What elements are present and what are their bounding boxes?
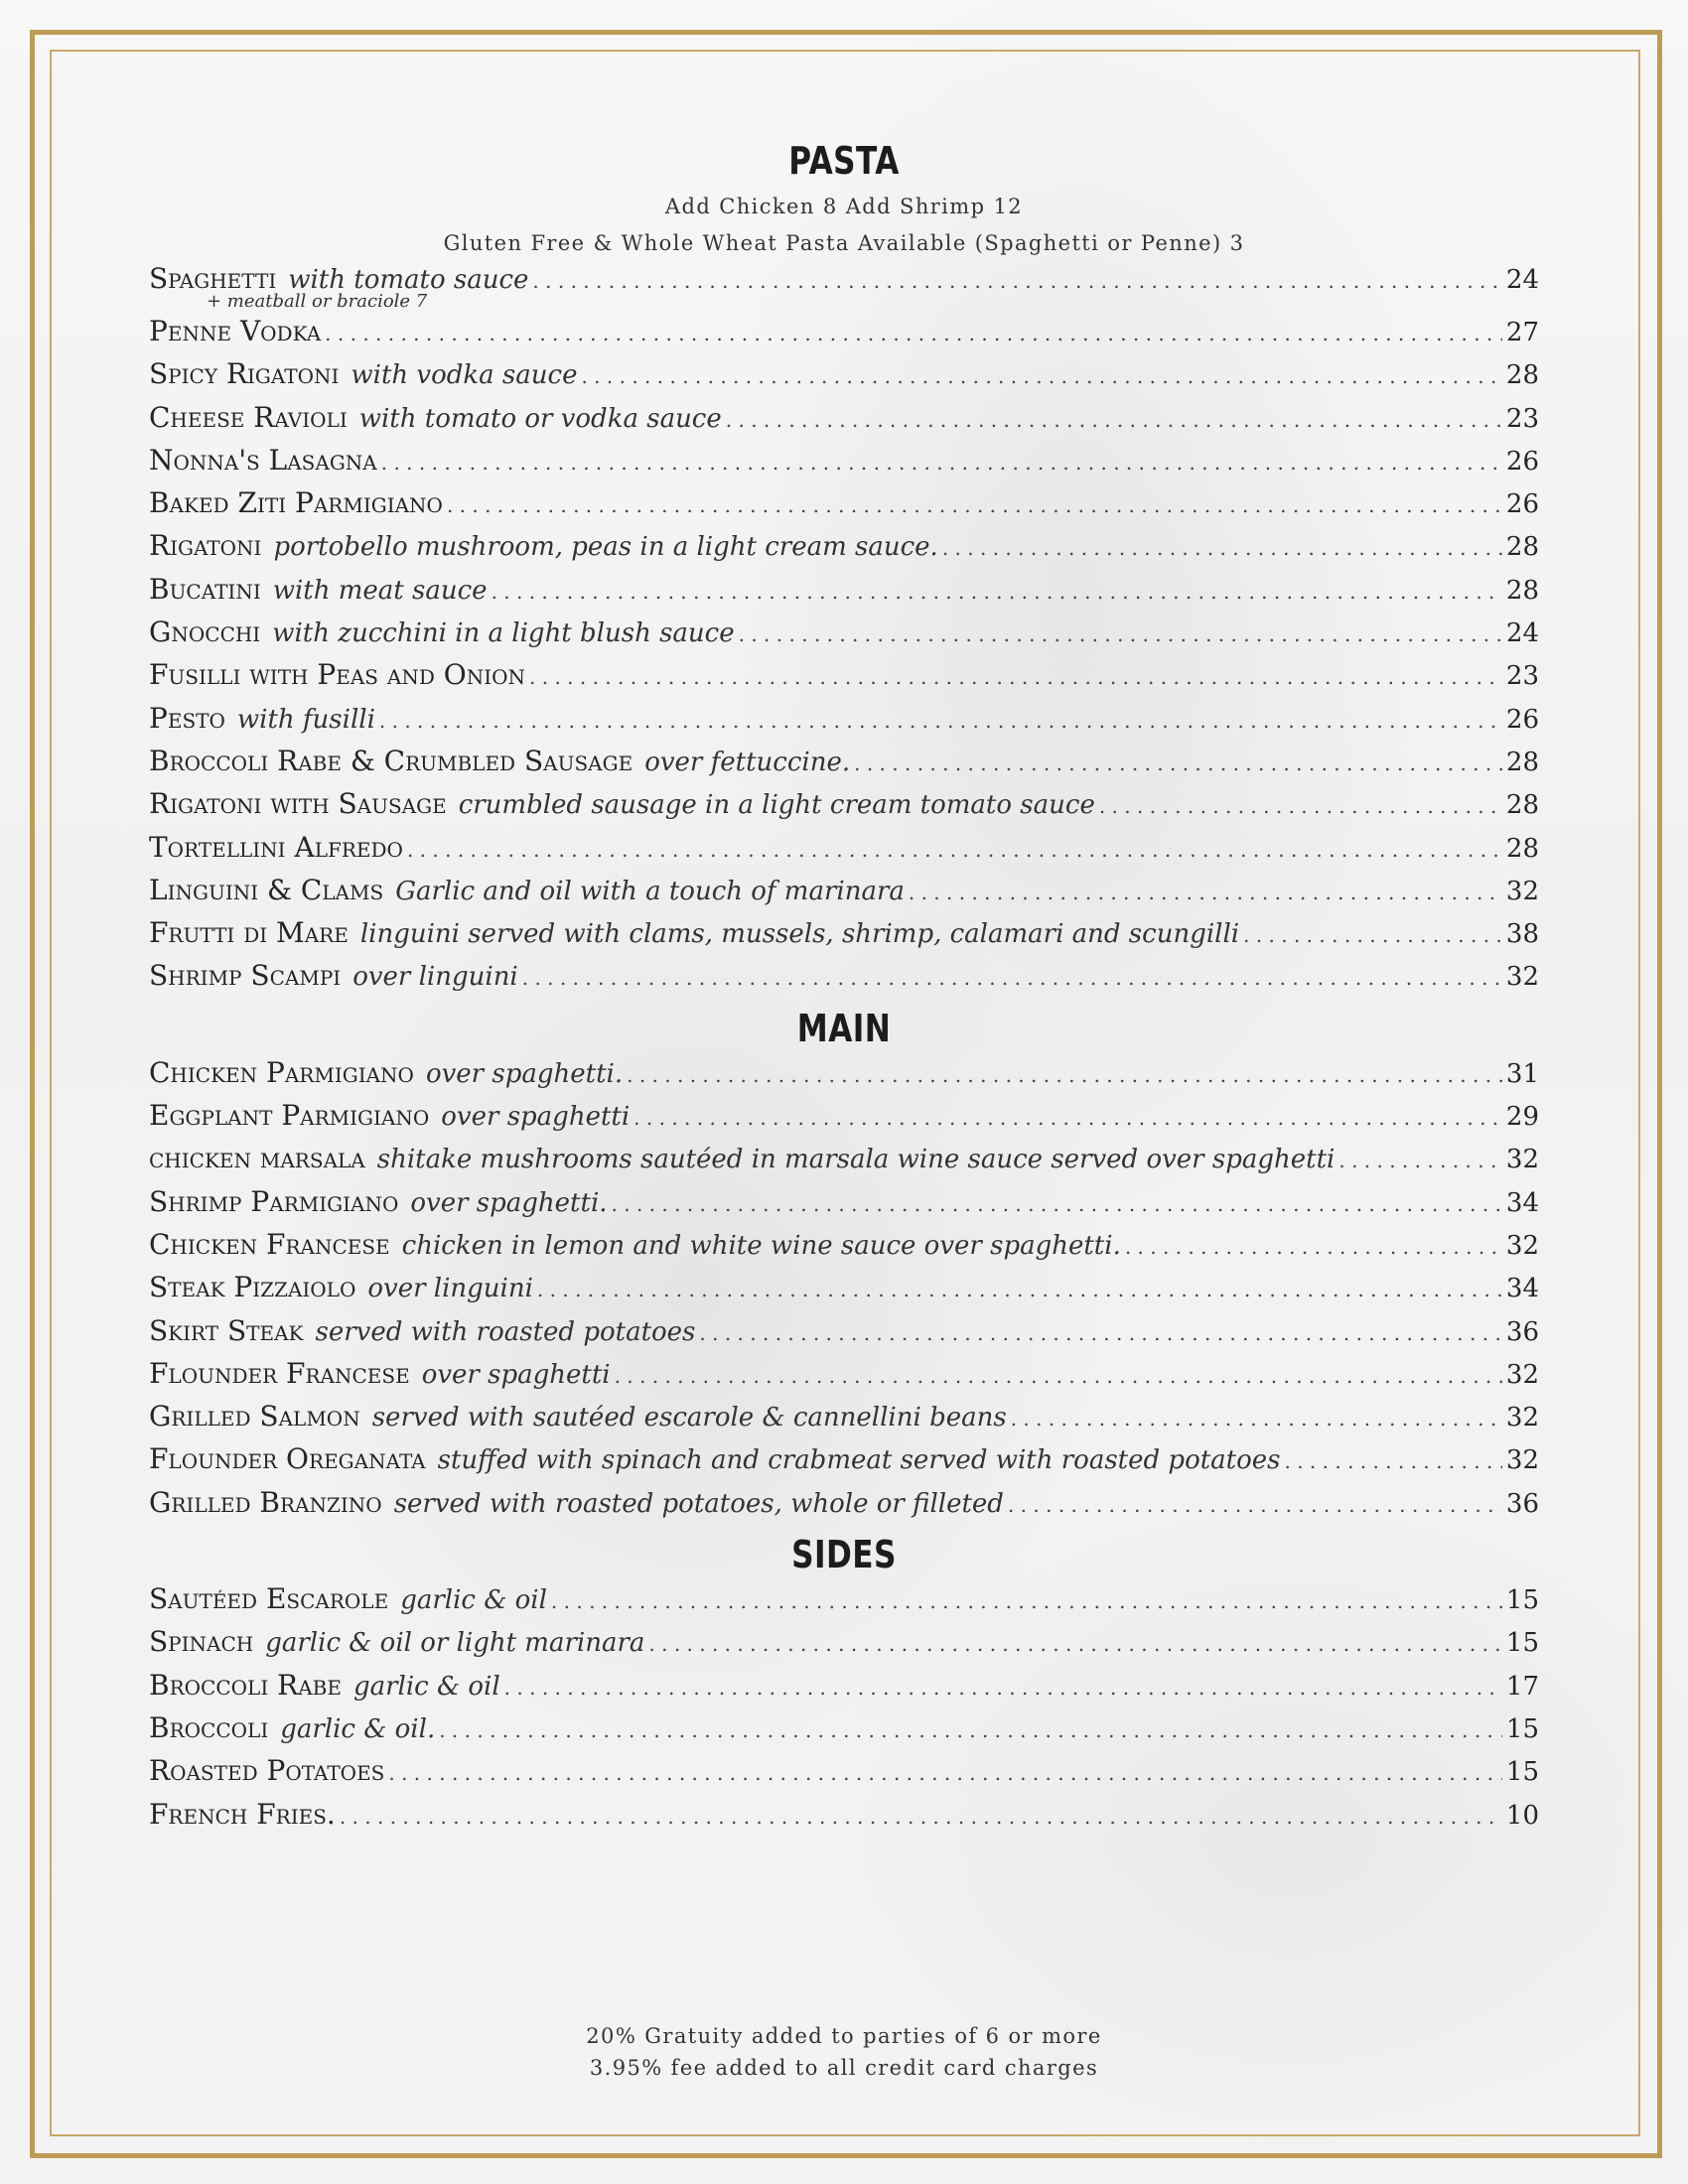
dot-leader [1011, 1407, 1502, 1431]
menu-item-price: 36 [1505, 1316, 1539, 1347]
menu-item-name: Spinach [149, 1625, 254, 1659]
menu-item-name: Baked Ziti Parmigiano [149, 486, 443, 520]
menu-item [149, 658, 1539, 701]
dot-leader [1125, 1235, 1502, 1259]
menu-item-description: with meat sauce [272, 575, 488, 606]
menu-item-price: 24 [1505, 265, 1539, 295]
dot-leader [633, 1106, 1502, 1130]
menu-item [149, 1228, 1539, 1271]
menu-content [149, 139, 1539, 1841]
pasta-section [149, 139, 1539, 1003]
menu-item-name: Broccoli [149, 1710, 269, 1744]
menu-item [149, 1400, 1539, 1442]
menu-item-price: 32 [1505, 1403, 1539, 1433]
menu-item [149, 1711, 1539, 1754]
dot-leader [379, 709, 1502, 733]
menu-item [149, 315, 1539, 357]
menu-item-price: 36 [1505, 1488, 1539, 1519]
main-item-list [149, 1056, 1539, 1529]
menu-item-price: 15 [1505, 1713, 1539, 1744]
dot-leader [407, 838, 1502, 862]
menu-item-price: 23 [1505, 661, 1539, 692]
menu-item-name: Broccoli Rabe & Crumbled Sausage [149, 744, 633, 777]
menu-item-description: garlic & oil [352, 1671, 500, 1702]
menu-item-description: over linguini [367, 1274, 533, 1304]
menu-item-price: 15 [1505, 1628, 1539, 1659]
dot-leader [381, 451, 1502, 475]
dot-leader [447, 493, 1502, 517]
menu-item-price: 31 [1505, 1058, 1539, 1089]
menu-item-name: Shrimp Parmigiano [149, 1184, 399, 1218]
menu-item-name: Skirt Steak [149, 1313, 304, 1347]
menu-item-name: French Fries. [149, 1797, 336, 1831]
menu-item-name: Linguini & Clams [149, 873, 384, 906]
pasta-addon-note: Add Chicken 8 Add Shrimp 12 [664, 195, 1024, 218]
menu-item [149, 916, 1539, 959]
menu-item-price: 32 [1505, 876, 1539, 906]
menu-item-name: Spicy Rigatoni [149, 357, 340, 391]
menu-item-description: with zucchini in a light blush sauce [272, 618, 735, 649]
menu-item [149, 1625, 1539, 1668]
menu-item-description: shitake mushrooms sautéed in marsala wine sauce served over spaghetti [376, 1145, 1336, 1175]
menu-item [149, 401, 1539, 444]
menu-item-price: 32 [1505, 1230, 1539, 1261]
dot-leader [909, 881, 1502, 904]
dot-leader [504, 1676, 1502, 1700]
menu-item [149, 529, 1539, 572]
sides-section [149, 1533, 1539, 1841]
menu-item-name: Spaghetti [149, 262, 277, 295]
dot-leader [388, 1761, 1502, 1785]
dot-leader [492, 580, 1502, 604]
credit-card-fee-note: 3.95% fee added to all credit card charges [589, 2056, 1099, 2080]
menu-item-price: 28 [1505, 575, 1539, 606]
menu-item [149, 615, 1539, 658]
menu-item [149, 959, 1539, 1002]
menu-item [149, 1582, 1539, 1625]
sides-title: SIDES [791, 1533, 897, 1577]
menu-item [149, 1357, 1539, 1400]
menu-item-name: Sautéed Escarole [149, 1582, 389, 1616]
pasta-title: PASTA [788, 139, 900, 183]
menu-item-name: Pesto [149, 701, 225, 735]
menu-item-description: over spaghetti. [425, 1058, 624, 1089]
menu-item-price: 26 [1505, 704, 1539, 735]
menu-item-description: over fettuccine. [644, 747, 851, 777]
dot-leader [522, 966, 1502, 990]
menu-item [149, 1442, 1539, 1485]
menu-item-name: Frutti di Mare [149, 916, 349, 950]
dot-leader [439, 1718, 1502, 1742]
menu-item-description: stuffed with spinach and crabmeat served with roasted potatoes [437, 1445, 1281, 1476]
dot-leader [537, 1278, 1502, 1301]
menu-item-price: 26 [1505, 489, 1539, 520]
menu-item-name: Bucatini [149, 572, 261, 606]
menu-item-description: served with roasted potatoes, whole or filleted [393, 1488, 1004, 1519]
menu-item-name: Penne Vodka [149, 315, 322, 347]
dot-leader [1243, 923, 1502, 947]
pasta-item-list [149, 262, 1539, 1003]
menu-item-price: 34 [1505, 1187, 1539, 1218]
dot-leader [942, 536, 1502, 560]
menu-item-description: with tomato or vodka sauce [358, 403, 722, 434]
menu-item-price: 34 [1505, 1274, 1539, 1304]
dot-leader [699, 1321, 1502, 1345]
menu-item [149, 262, 1539, 295]
menu-item [149, 444, 1539, 486]
menu-item-description: garlic & oil. [280, 1713, 436, 1744]
menu-item-name: Grilled Branzino [149, 1485, 382, 1519]
menu-item-price: 29 [1505, 1102, 1539, 1133]
menu-item-price: 26 [1505, 446, 1539, 477]
menu-item-price: 38 [1505, 919, 1539, 950]
menu-item-description: linguini served with clams, mussels, shrimp, calamari and scungilli [359, 919, 1240, 950]
menu-item-price: 15 [1505, 1585, 1539, 1616]
menu-item-name: Tortellini Alfredo [149, 830, 403, 864]
menu-item-description: served with sautéed escarole & cannellini beans [371, 1403, 1007, 1433]
pasta-gluten-free-note: Gluten Free & Whole Wheat Pasta Available (Spaghetti or Penne) 3 [443, 231, 1245, 255]
dot-leader [854, 751, 1502, 775]
dot-leader [581, 364, 1501, 388]
menu-footer [0, 2020, 1688, 2084]
dot-leader [325, 322, 1502, 345]
main-section [149, 1007, 1539, 1529]
menu-item-description: Garlic and oil with a touch of marinara [395, 876, 905, 906]
dot-leader [612, 1192, 1502, 1216]
menu-item-description: garlic & oil or light marinara [265, 1628, 645, 1659]
menu-item-price: 27 [1505, 318, 1539, 347]
dot-leader [648, 1632, 1502, 1656]
dot-leader [551, 1589, 1502, 1613]
menu-item-name: Roasted Potatoes [149, 1754, 385, 1788]
menu-item [149, 1798, 1539, 1841]
menu-item-name: Rigatoni [149, 529, 262, 563]
dot-leader [532, 269, 1501, 293]
menu-item-description: garlic & oil [400, 1585, 547, 1616]
dot-leader [340, 1805, 1502, 1829]
menu-item-price: 32 [1505, 1445, 1539, 1476]
menu-item-name: Broccoli Rabe [149, 1668, 342, 1702]
dot-leader [627, 1063, 1502, 1087]
menu-item-description: chicken in lemon and white wine sauce over spaghetti. [401, 1230, 1121, 1261]
menu-item [149, 1486, 1539, 1529]
menu-item-description: with fusilli [236, 704, 375, 735]
menu-item-price: 23 [1505, 403, 1539, 434]
gratuity-note: 20% Gratuity added to parties of 6 or more [586, 2024, 1102, 2048]
menu-item-price: 24 [1505, 618, 1539, 649]
menu-item-name: Chicken Francese [149, 1227, 390, 1261]
dot-leader [1338, 1149, 1502, 1172]
menu-item-name: Shrimp Scampi [149, 959, 342, 993]
menu-item-description: over spaghetti. [410, 1187, 608, 1218]
main-title: MAIN [796, 1006, 892, 1050]
menu-item [149, 1099, 1539, 1142]
menu-item-description: over linguini [352, 962, 518, 993]
menu-item [149, 357, 1539, 400]
menu-item-price: 28 [1505, 532, 1539, 563]
menu-item-description: over spaghetti [441, 1102, 631, 1133]
dot-leader [1285, 1449, 1502, 1473]
menu-item-addon: + meatball or braciole 7 [207, 291, 428, 312]
menu-item [149, 1056, 1539, 1099]
dot-leader [726, 408, 1502, 432]
dot-leader [529, 665, 1502, 689]
menu-item-description: over spaghetti [421, 1359, 611, 1390]
menu-item-name: Steak Pizzaiolo [149, 1271, 356, 1304]
menu-item-name: Flounder Oreganata [149, 1442, 426, 1476]
menu-item-description: with vodka sauce [351, 360, 578, 391]
menu-item-name: Fusilli with Peas and Onion [149, 658, 526, 692]
menu-item-name: Eggplant Parmigiano [149, 1099, 430, 1133]
menu-item-name: Rigatoni with Sausage [149, 787, 447, 821]
menu-item-name: Grilled Salmon [149, 1400, 360, 1433]
menu-item-name: Cheese Ravioli [149, 400, 348, 434]
menu-item-price: 32 [1505, 1359, 1539, 1390]
dot-leader [615, 1364, 1502, 1388]
menu-item-price: 32 [1505, 1145, 1539, 1175]
menu-item-description: with tomato sauce [288, 265, 529, 295]
menu-item-name: Gnocchi [149, 615, 261, 649]
menu-item [149, 1142, 1539, 1184]
menu-item-name: Nonna's Lasagna [149, 443, 377, 477]
menu-item [149, 745, 1539, 787]
menu-item-price: 28 [1505, 790, 1539, 821]
menu-item-price: 28 [1505, 833, 1539, 864]
menu-item [149, 874, 1539, 916]
menu-item-price: 28 [1505, 747, 1539, 777]
menu-item [149, 573, 1539, 615]
sides-item-list [149, 1582, 1539, 1841]
menu-item-description: served with roasted potatoes [315, 1316, 696, 1347]
menu-item-price: 15 [1505, 1757, 1539, 1788]
menu-item-name: Flounder Francese [149, 1356, 410, 1390]
menu-item [149, 1185, 1539, 1228]
dot-leader [739, 622, 1502, 646]
menu-item [149, 1669, 1539, 1711]
menu-item [149, 787, 1539, 830]
menu-item-name: Chicken Parmigiano [149, 1055, 414, 1089]
menu-item [149, 1271, 1539, 1313]
menu-item [149, 1314, 1539, 1357]
dot-leader [1099, 794, 1502, 818]
menu-item [149, 702, 1539, 745]
menu-item-price: 32 [1505, 962, 1539, 993]
menu-item [149, 1754, 1539, 1797]
menu-item-price: 10 [1505, 1800, 1539, 1831]
dot-leader [1008, 1493, 1502, 1517]
menu-item-price: 17 [1505, 1671, 1539, 1702]
menu-item-name: chicken marsala [149, 1142, 365, 1175]
menu-item-description: crumbled sausage in a light cream tomato sauce [458, 790, 1095, 821]
menu-item-price: 28 [1505, 360, 1539, 391]
menu-item [149, 486, 1539, 529]
menu-item-description: portobello mushroom, peas in a light cream sauce. [273, 532, 938, 563]
menu-item [149, 831, 1539, 874]
